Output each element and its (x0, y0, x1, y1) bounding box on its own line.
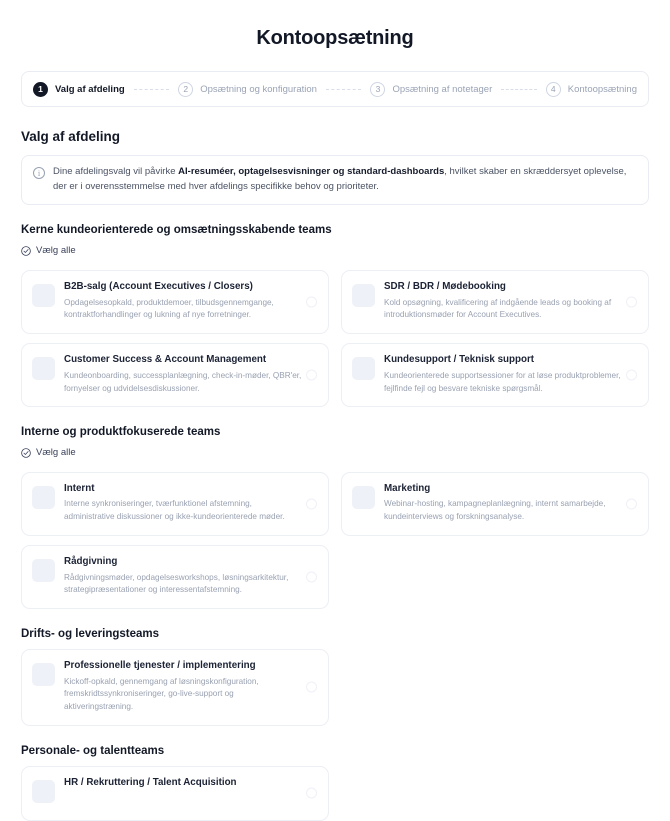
department-card-body (384, 354, 638, 395)
info-text-bold: AI-resuméer, optagelsesvisninger og standard-dashboards (178, 166, 445, 177)
info-text-after: , hvilket skaber en skræddersyet oplevelse, der er i overensstemmelse med hver afdelings specifikke behov og prioriteter. (53, 166, 627, 192)
department-icon (32, 284, 55, 307)
department-card-grid (21, 766, 649, 821)
department-card-description: Kickoff-opkald, gennemgang af løsningskonfiguration, fremskridtssynkroniseringer, go-live-support og aktiveringstræning. (64, 676, 259, 712)
group-title: Interne og produktfokuserede teams (21, 426, 221, 439)
department-groups (0, 224, 670, 820)
department-card-description: Kundeorienterede supportsessioner for at løse produktproblemer, fejlfinde fejl og besvare tekniske spørgsmål. (384, 370, 621, 393)
info-banner-text (53, 165, 636, 194)
group-title: Kerne kundeorienterede og omsætningsskabende teams (21, 224, 332, 237)
page-title: Kontoopsætning (256, 27, 414, 49)
department-card[interactable] (341, 270, 649, 334)
department-icon (32, 559, 55, 582)
department-card-title: B2B-salg (Account Executives / Closers) (64, 280, 253, 292)
department-card-title: Internt (64, 482, 95, 494)
department-icon (32, 357, 55, 380)
department-card-body (64, 354, 318, 395)
department-icon (32, 663, 55, 686)
info-circle-icon: i (33, 167, 45, 179)
section-heading: Valg af afdeling (21, 129, 121, 144)
department-card-body (64, 777, 318, 793)
stepper-step-1[interactable] (33, 82, 125, 97)
department-card-grid (21, 649, 649, 726)
department-icon (352, 486, 375, 509)
info-text-before: Dine afdelingsvalg vil påvirke (53, 166, 179, 177)
stepper-step-3[interactable] (370, 82, 492, 97)
department-select-radio[interactable] (626, 370, 637, 381)
info-banner (21, 155, 649, 205)
department-card[interactable] (21, 472, 329, 536)
group-title: Personale- og talentteams (21, 744, 165, 757)
department-card-description: Webinar-hosting, kampagneplanlægning, internt samarbejde, kundeinterviews og forskningsanalyse. (384, 499, 606, 522)
step-number-badge: 4 (546, 82, 561, 97)
department-card-body (64, 483, 318, 524)
department-card[interactable] (21, 343, 329, 407)
department-select-radio[interactable] (306, 498, 317, 509)
department-select-radio[interactable] (306, 682, 317, 693)
department-icon (32, 486, 55, 509)
step-label: Opsætning og konfiguration (200, 83, 317, 95)
department-card[interactable] (341, 472, 649, 536)
department-card[interactable] (21, 270, 329, 334)
department-select-radio[interactable] (626, 498, 637, 509)
department-card-grid (21, 472, 649, 609)
department-select-radio[interactable] (306, 788, 317, 799)
select-all-label: Vælg alle (36, 245, 76, 257)
group-title: Drifts- og leveringsteams (21, 628, 160, 640)
step-number-badge: 1 (33, 82, 48, 97)
stepper-step-2[interactable] (178, 82, 317, 97)
department-card-title: SDR / BDR / Mødebooking (384, 280, 506, 292)
department-card-description: Kundeonboarding, successplanlægning, check-in-møder, QBR'er, fornyelser og udvidelsesdiskussioner. (64, 370, 302, 393)
check-circle-icon (21, 448, 31, 458)
department-card-description: Opdagelsesopkald, produktdemoer, tilbudsgennemgange, kontraktforhandlinger og lukning af nye forretninger. (64, 297, 274, 320)
select-all-label: Vælg alle (36, 447, 76, 459)
department-card-title: Professionelle tjenester / implementering (64, 660, 256, 671)
department-card[interactable] (341, 343, 649, 407)
department-select-radio[interactable] (306, 370, 317, 381)
department-card-title: Rådgivning (64, 555, 118, 567)
department-card[interactable] (21, 545, 329, 609)
department-card-title: Kundesupport / Teknisk support (384, 354, 535, 366)
department-card-grid (21, 270, 649, 407)
step-connector (134, 89, 170, 90)
check-circle-icon (21, 246, 31, 256)
select-all-button[interactable] (21, 447, 76, 458)
department-card-body (64, 281, 318, 322)
department-icon (352, 357, 375, 380)
department-card-description: Kold opsøgning, kvalificering af indgående leads og booking af introduktionsmøder for Account Executives. (384, 297, 612, 320)
step-connector (501, 89, 537, 90)
department-card-body (64, 660, 318, 714)
step-number-badge: 2 (178, 82, 193, 97)
step-label: Opsætning af notetager (392, 83, 493, 95)
department-card-title: HR / Rekruttering / Talent Acquisition (64, 776, 237, 788)
department-select-radio[interactable] (626, 297, 637, 308)
setup-stepper (21, 71, 649, 107)
department-card[interactable] (21, 766, 329, 821)
stepper-step-4[interactable] (546, 82, 637, 97)
step-label: Kontoopsætning (567, 83, 637, 95)
department-select-radio[interactable] (306, 297, 317, 308)
department-icon (352, 284, 375, 307)
step-number-badge: 3 (370, 82, 385, 97)
department-card-title: Customer Success & Account Management (64, 354, 267, 366)
department-card-description: Rådgivningsmøder, opdagelsesworkshops, løsningsarkitektur, strategipræsentationer og interessentafstemning. (64, 572, 289, 595)
department-select-radio[interactable] (306, 571, 317, 582)
step-connector (326, 89, 362, 90)
department-icon (32, 780, 55, 803)
department-card[interactable] (21, 649, 329, 726)
step-label: Valg af afdeling (55, 83, 125, 95)
department-card-body (384, 281, 638, 322)
department-card-description: Interne synkroniseringer, tværfunktionel afstemning, administrative diskussioner og ikke-kundeorienterede møder. (64, 499, 285, 522)
select-all-button[interactable] (21, 245, 76, 256)
department-card-body (64, 556, 318, 597)
department-card-body (384, 483, 638, 524)
department-card-title: Marketing (384, 482, 431, 494)
